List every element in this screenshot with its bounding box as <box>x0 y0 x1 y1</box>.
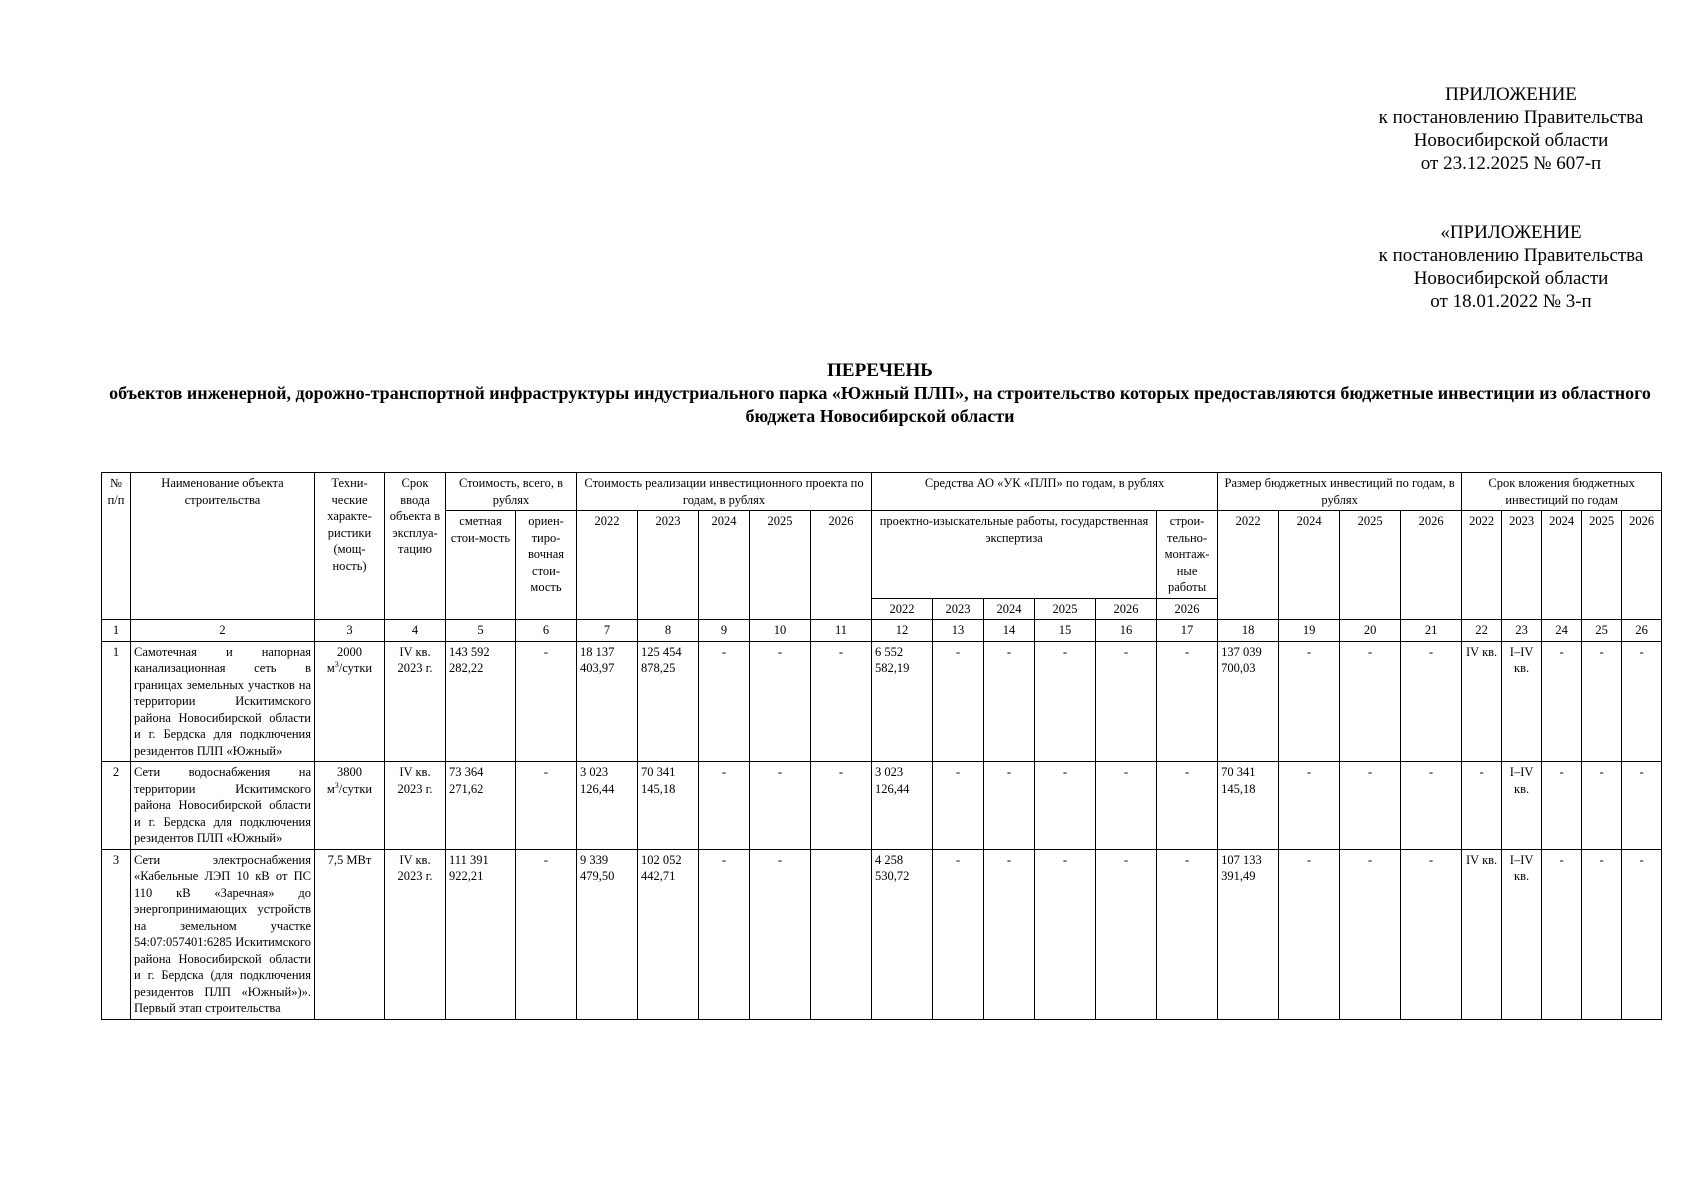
cell-col-23: I–IV кв. <box>1502 762 1542 850</box>
cell-col-11: - <box>811 762 872 850</box>
cell-col-16: - <box>1096 641 1157 762</box>
commission-term: IV кв. 2023 г. <box>385 762 446 850</box>
cell-col-5: 73 364 271,62 <box>446 762 516 850</box>
tech-characteristics <box>315 849 385 1019</box>
header-year: 2024 <box>984 598 1035 620</box>
header-year: 2024 <box>1542 511 1582 620</box>
cell-col-8: 102 052 442,71 <box>638 849 699 1019</box>
column-number: 10 <box>750 620 811 642</box>
appendix-line: Новосибирской области <box>1413 130 1609 151</box>
appendix-line: «ПРИЛОЖЕНИЕ <box>1440 222 1582 243</box>
cell-col-9: - <box>699 849 750 1019</box>
cell-col-17: - <box>1157 762 1218 850</box>
header-num: № п/п <box>102 473 131 620</box>
table-body <box>102 641 1662 1019</box>
row-number: 2 <box>102 762 131 850</box>
appendix-line: от 18.01.2022 № 3-п <box>1430 291 1592 312</box>
cell-col-26: - <box>1622 762 1662 850</box>
column-number: 13 <box>933 620 984 642</box>
cell-col-17: - <box>1157 849 1218 1019</box>
cell-col-18: 107 133 391,49 <box>1218 849 1279 1019</box>
table-row <box>102 849 1662 1019</box>
cell-col-15: - <box>1035 641 1096 762</box>
header-cost-estimate: сметная стои-мость <box>446 511 516 620</box>
tech-characteristics <box>315 762 385 850</box>
cell-col-5: 143 592 282,22 <box>446 641 516 762</box>
header-year: 2025 <box>1582 511 1622 620</box>
column-number: 6 <box>516 620 577 642</box>
cell-col-25: - <box>1582 849 1622 1019</box>
cell-col-18: 70 341 145,18 <box>1218 762 1279 850</box>
header-year: 2026 <box>811 511 872 620</box>
cell-col-10: - <box>750 849 811 1019</box>
table-row <box>102 641 1662 762</box>
column-number: 22 <box>1462 620 1502 642</box>
column-number: 3 <box>315 620 385 642</box>
cell-col-23: I–IV кв. <box>1502 849 1542 1019</box>
appendix-line: к постановлению Правительства <box>1378 245 1644 266</box>
cell-col-12: 6 552 582,19 <box>872 641 933 762</box>
cell-col-24: - <box>1542 641 1582 762</box>
header-cost-approx: ориен-тиро-вочная стои-мость <box>516 511 577 620</box>
document-title <box>100 359 1660 428</box>
header-design-work: проектно-изыскательные работы, государственная экспертиза <box>872 511 1157 599</box>
appendix-line: от 23.12.2025 № 607-п <box>1420 153 1602 174</box>
header-year: 2025 <box>1340 511 1401 620</box>
tech-unit-exponent: 3 <box>334 780 339 790</box>
cell-col-23: I–IV кв. <box>1502 641 1542 762</box>
column-number: 4 <box>385 620 446 642</box>
header-cost-years: Стоимость реализации инвестиционного проекта по годам, в рублях <box>577 473 872 511</box>
column-number: 18 <box>1218 620 1279 642</box>
cell-col-15: - <box>1035 849 1096 1019</box>
column-number: 12 <box>872 620 933 642</box>
header-year: 2022 <box>1462 511 1502 620</box>
cell-col-25: - <box>1582 762 1622 850</box>
header-year: 2026 <box>1157 598 1218 620</box>
appendix-current-header <box>1365 83 1657 175</box>
cell-col-13: - <box>933 641 984 762</box>
cell-col-6: - <box>516 641 577 762</box>
cell-col-13: - <box>933 849 984 1019</box>
cell-col-21: - <box>1401 849 1462 1019</box>
cell-col-14: - <box>984 849 1035 1019</box>
tech-unit-suffix: /сутки <box>338 781 373 796</box>
column-number: 16 <box>1096 620 1157 642</box>
header-budget-size: Размер бюджетных инвестиций по годам, в рублях <box>1218 473 1462 511</box>
tech-value: 2000 <box>337 644 362 659</box>
object-name: Сети водоснабжения на территории Искитимского района Новосибирской области и г. Бердска для подключения резидентов ПЛП «Южный» <box>131 762 315 850</box>
investment-table <box>101 472 1662 1020</box>
column-number: 7 <box>577 620 638 642</box>
header-year: 2022 <box>577 511 638 620</box>
cell-col-14: - <box>984 762 1035 850</box>
header-cost-total: Стоимость, всего, в рублях <box>446 473 577 511</box>
cell-col-7: 9 339 479,50 <box>577 849 638 1019</box>
tech-unit: м <box>326 661 335 675</box>
header-year: 2026 <box>1622 511 1662 620</box>
cell-col-8: 70 341 145,18 <box>638 762 699 850</box>
header-tech: Техни-ческие характе-ристики (мощ-ность) <box>315 473 385 620</box>
object-name: Самотечная и напорная канализационная сеть в границах земельных участков на территории Искитимского района Новосибирской области и г. Бердска для подключения резидентов ПЛП «Южный» <box>131 641 315 762</box>
column-number: 23 <box>1502 620 1542 642</box>
cell-col-11: - <box>811 641 872 762</box>
cell-col-20: - <box>1340 849 1401 1019</box>
cell-col-5: 111 391 922,21 <box>446 849 516 1019</box>
cell-col-19: - <box>1279 641 1340 762</box>
cell-col-26: - <box>1622 849 1662 1019</box>
title-subtitle: объектов инженерной, дорожно-транспортной инфраструктуры индустриального парка «Южный ПЛП», на строительство которых предоставляются бюджетные инвестиции из областного бюджета Новосибирской области <box>109 383 1651 426</box>
header-year: 2022 <box>872 598 933 620</box>
tech-unit-suffix: /сутки <box>338 661 373 675</box>
cell-col-20: - <box>1340 762 1401 850</box>
cell-col-22: IV кв. <box>1462 849 1502 1019</box>
header-year: 2023 <box>1502 511 1542 620</box>
column-number: 9 <box>699 620 750 642</box>
header-year: 2022 <box>1218 511 1279 620</box>
header-company-funds: Средства АО «УК «ПЛП» по годам, в рублях <box>872 473 1218 511</box>
header-year: 2024 <box>699 511 750 620</box>
appendix-line: Новосибирской области <box>1413 268 1609 289</box>
cell-col-24: - <box>1542 762 1582 850</box>
cell-col-6: - <box>516 762 577 850</box>
commission-term: IV кв. 2023 г. <box>385 641 446 762</box>
commission-term: IV кв. 2023 г. <box>385 849 446 1019</box>
row-number: 1 <box>102 641 131 762</box>
cell-col-16: - <box>1096 849 1157 1019</box>
tech-value: 3800 <box>337 765 362 779</box>
header-year: 2026 <box>1401 511 1462 620</box>
cell-col-21: - <box>1401 762 1462 850</box>
appendix-previous-header <box>1365 221 1657 313</box>
column-number: 2 <box>131 620 315 642</box>
appendix-line: ПРИЛОЖЕНИЕ <box>1445 84 1577 105</box>
column-number: 24 <box>1542 620 1582 642</box>
column-number: 19 <box>1279 620 1340 642</box>
column-number: 15 <box>1035 620 1096 642</box>
column-number: 8 <box>638 620 699 642</box>
header-year: 2023 <box>933 598 984 620</box>
column-number: 25 <box>1582 620 1622 642</box>
cell-col-21: - <box>1401 641 1462 762</box>
tech-unit-exponent: 3 <box>334 659 339 669</box>
cell-col-12: 3 023 126,44 <box>872 762 933 850</box>
column-number: 21 <box>1401 620 1462 642</box>
cell-col-14: - <box>984 641 1035 762</box>
column-number: 11 <box>811 620 872 642</box>
table-row <box>102 762 1662 850</box>
cell-col-17: - <box>1157 641 1218 762</box>
header-year: 2026 <box>1096 598 1157 620</box>
header-row <box>102 473 1662 511</box>
cell-col-18: 137 039 700,03 <box>1218 641 1279 762</box>
cell-col-11 <box>811 849 872 1019</box>
cell-col-10: - <box>750 762 811 850</box>
cell-col-9: - <box>699 762 750 850</box>
cell-col-6: - <box>516 849 577 1019</box>
column-number: 17 <box>1157 620 1218 642</box>
column-number: 5 <box>446 620 516 642</box>
header-year: 2023 <box>638 511 699 620</box>
cell-col-19: - <box>1279 849 1340 1019</box>
header-budget-term: Срок вложения бюджетных инвестиций по годам <box>1462 473 1662 511</box>
header-term: Срок ввода объекта в эксплуа-тацию <box>385 473 446 620</box>
column-number: 14 <box>984 620 1035 642</box>
cell-col-8: 125 454 878,25 <box>638 641 699 762</box>
tech-unit: м <box>326 781 335 796</box>
header-construction-work: строи-тельно-монтаж-ные работы <box>1157 511 1218 599</box>
cell-col-7: 3 023 126,44 <box>577 762 638 850</box>
cell-col-13: - <box>933 762 984 850</box>
cell-col-7: 18 137 403,97 <box>577 641 638 762</box>
appendix-line: к постановлению Правительства <box>1378 107 1644 128</box>
header-year: 2025 <box>750 511 811 620</box>
cell-col-20: - <box>1340 641 1401 762</box>
column-number: 1 <box>102 620 131 642</box>
cell-col-16: - <box>1096 762 1157 850</box>
object-name: Сети электроснабжения «Кабельные ЛЭП 10 кВ от ПС 110 кВ «Заречная» до энергопринимающих устройств на земельном участке 54:07:057401:6285 Искитимского района Новосибирской области и г. Бердска (для подключения резидентов ПЛП «Южный»)». Первый этап строительства <box>131 849 315 1019</box>
column-number-row <box>102 620 1662 642</box>
cell-col-10: - <box>750 641 811 762</box>
header-year: 2024 <box>1279 511 1340 620</box>
header-name: Наименование объекта строительства <box>131 473 315 620</box>
cell-col-19: - <box>1279 762 1340 850</box>
header-year: 2025 <box>1035 598 1096 620</box>
column-number: 20 <box>1340 620 1401 642</box>
tech-characteristics <box>315 641 385 762</box>
tech-value: 7,5 МВт <box>327 852 372 867</box>
cell-col-9: - <box>699 641 750 762</box>
cell-col-22: IV кв. <box>1462 641 1502 762</box>
cell-col-15: - <box>1035 762 1096 850</box>
row-number: 3 <box>102 849 131 1019</box>
cell-col-22: - <box>1462 762 1502 850</box>
cell-col-26: - <box>1622 641 1662 762</box>
cell-col-25: - <box>1582 641 1622 762</box>
column-number: 26 <box>1622 620 1662 642</box>
cell-col-24: - <box>1542 849 1582 1019</box>
title-heading: ПЕРЕЧЕНЬ <box>827 360 933 381</box>
cell-col-12: 4 258 530,72 <box>872 849 933 1019</box>
